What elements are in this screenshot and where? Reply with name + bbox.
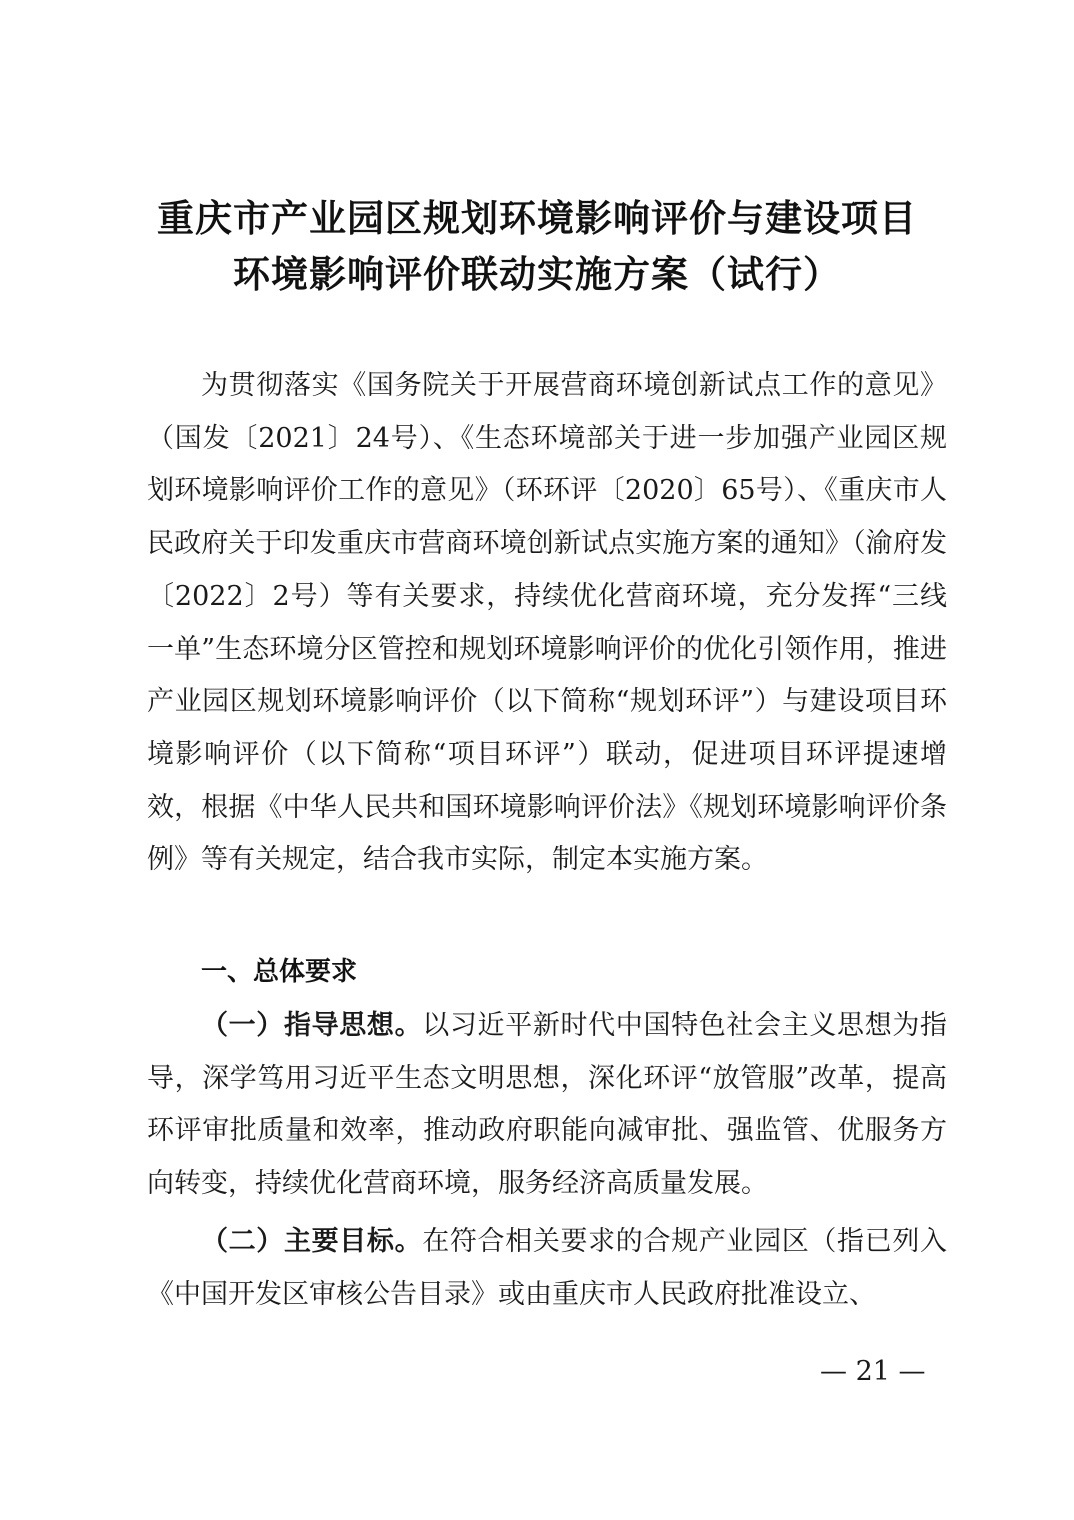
- guiding-ideology-label: （一）指导思想。: [201, 1010, 423, 1041]
- document-title-line-2: 环境影响评价联动实施方案（试行）: [233, 252, 841, 296]
- page-number: — 21 —: [820, 1356, 926, 1387]
- intro-paragraph: 为贯彻落实《国务院关于开展营商环境创新试点工作的意见》（国发〔2021〕24号）、《生态环境部关于进一步加强产业园区规划环境影响评价工作的意见》（环环评〔2020〕65号）、《重庆市人民政府关于印发重庆市营商环境创新试点实施方案的通知》（渝府发〔2022〕2号）等有关要求，持续优化营商环境，充分发挥“三线一单”生态环境分区管控和规划环境影响评价的优化引领作用，推进产业园区规划环境影响评价（以下简称“规划环评”）与建设项目环境影响评价（以下简称“项目环评”）联动，促进项目环评提速增效，根据《中华人民共和国环境影响评价法》《规划环境影响评价条例》等有关规定，结合我市实际，制定本实施方案。: [147, 370, 947, 876]
- main-goals-label: （二）主要目标。: [201, 1226, 423, 1257]
- guiding-ideology-paragraph: [147, 1000, 947, 1211]
- guiding-ideology-text: 以习近平新时代中国特色社会主义思想为指导，深学笃用习近平生态文明思想，深化环评“放管服”改革，提高环评审批质量和效率，推动政府职能向减审批、强监管、优服务方向转变，持续优化营商环境，服务经济高质量发展。: [147, 1010, 948, 1200]
- main-goals-paragraph: [147, 1216, 947, 1321]
- document-title-line-1: 重庆市产业园区规划环境影响评价与建设项目: [157, 196, 917, 240]
- section-heading-general-requirements: 一、总体要求: [201, 957, 358, 987]
- main-goals-text: 在符合相关要求的合规产业园区（指已列入《中国开发区审核公告目录》或由重庆市人民政府批准设立、: [147, 1226, 948, 1310]
